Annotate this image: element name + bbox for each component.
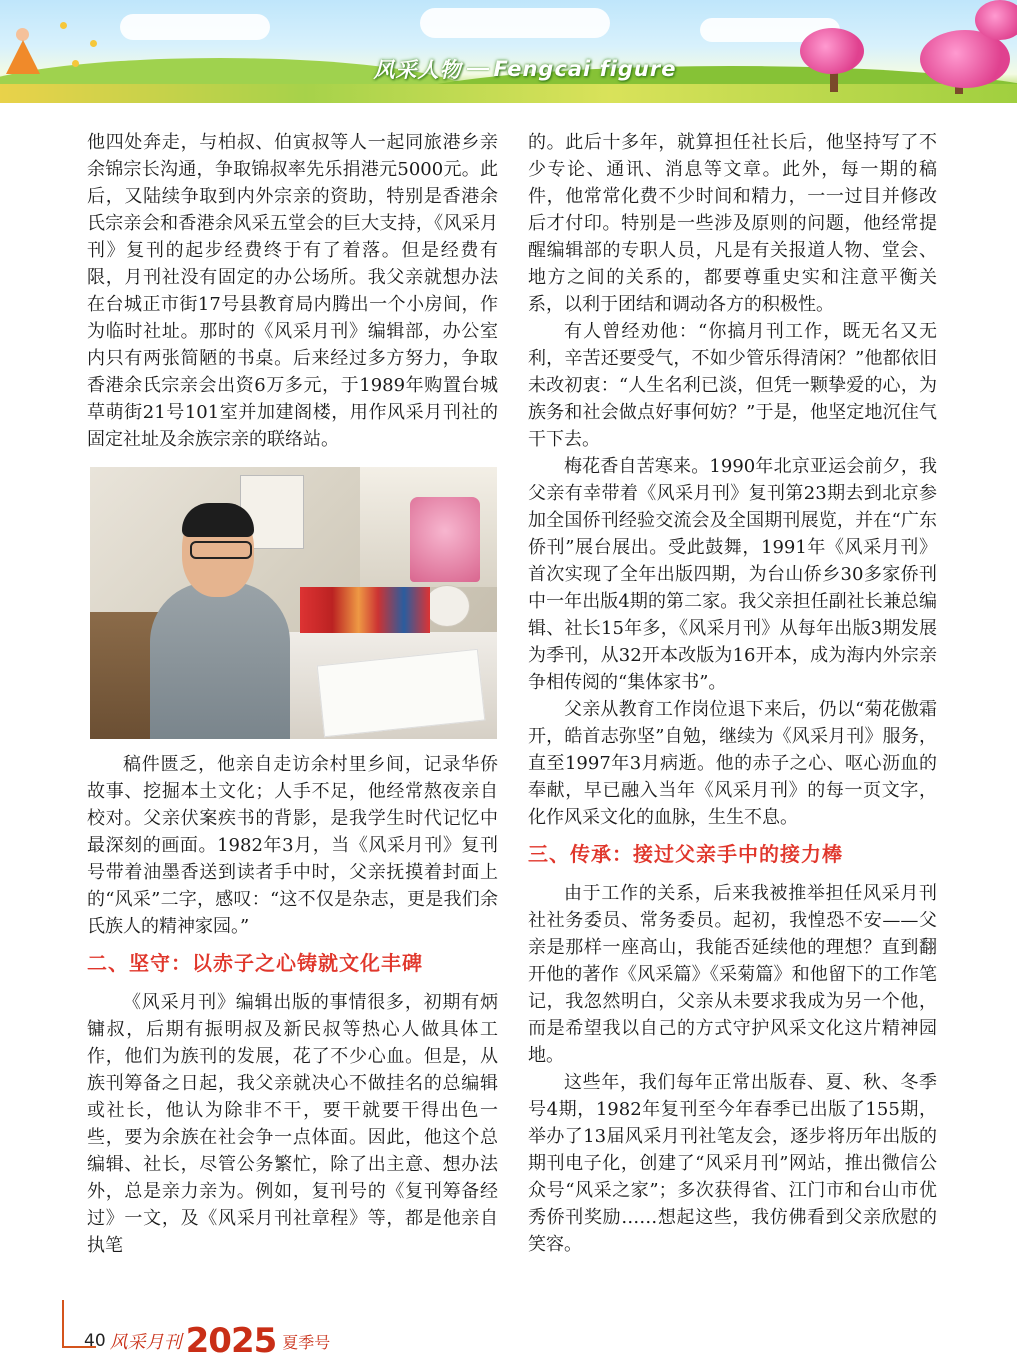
section-heading: 三、传承：接过父亲手中的接力棒 bbox=[528, 842, 843, 866]
flower-icon bbox=[90, 40, 97, 47]
left-column bbox=[87, 129, 498, 1259]
pink-tree-icon bbox=[800, 28, 864, 74]
article-paragraph: 稿件匮乏，他亲自走访余村里乡间，记录华侨故事、挖掘本土文化；人手不足，他经常熬夜亲自校对。父亲伏案疾书的背影，是我学生时代记忆中最深刻的画面。1982年3月，当《风采月刊》复刊号带着油墨香送到读者手中时，父亲抚摸着封面上的“风采”二字，感叹：“这不仅是杂志，更是我们余氏族人的精神家园。” bbox=[87, 754, 498, 937]
flower-icon bbox=[72, 60, 79, 67]
issue-season: 夏季号 bbox=[282, 1332, 331, 1352]
article-paragraph: 父亲从教育工作岗位退下来后，仍以“菊花傲霜开，皓首志弥坚”自勉，继续为《风采月刊》服务，直至1997年3月病逝。他的赤子之心、呕心沥血的奉献，早已融入当年《风采月刊》的每一页文字，化作风采文化的血脉，生生不息。 bbox=[528, 699, 937, 828]
photo-person-glasses bbox=[190, 541, 252, 559]
photo-person-body bbox=[150, 582, 290, 739]
article-paragraph: 有人曾经劝他：“你搞月刊工作，既无名又无利，辛苦还要受气，不如少管乐得清闲？”他都依旧未改初衷：“人生名利已淡，但凭一颗挚爱的心，为族务和社会做点好事何妨？”于是，他坚定地沉住气干下去。 bbox=[528, 321, 937, 450]
right-column bbox=[528, 129, 937, 1258]
section-title bbox=[360, 54, 690, 84]
photo-lamp-base bbox=[424, 585, 470, 627]
footer-rule-vertical bbox=[62, 1300, 64, 1348]
article-paragraph: 梅花香自苦寒来。1990年北京亚运会前夕，我父亲有幸带着《风采月刊》复刊第23期去到北京参加全国侨刊经验交流会及全国期刊展览，并在“广东侨刊”展台展出。受此鼓舞，1991年《风采月刊》首次实现了全年出版四期，为台山侨乡30多家侨刊中一年出版4期的第二家。我父亲担任副社长兼总编辑、社长15年多，《风采月刊》从每年出版3期发展为季刊，从32开本改版为16开本，成为海内外宗亲争相传阅的“集体家书”。 bbox=[528, 456, 937, 693]
flower-field bbox=[0, 84, 1017, 103]
article-paragraph: 由于工作的关系，后来我被推举担任风采月刊社社务委员、常务委员。起初，我惶恐不安——父亲是那样一座高山，我能否延续他的理想？直到翻开他的著作《风采篇》《采菊篇》和他留下的工作笔记，我忽然明白，父亲从未要求我成为另一个他，而是希望我以自己的方式守护风采文化这片精神园地。 bbox=[528, 883, 937, 1066]
flower-icon bbox=[60, 22, 67, 29]
article-paragraph: 的。此后十多年，就算担任社长后，他坚持写了不少专论、通讯、消息等文章。此外，每一期的稿件，他常常化费不少时间和精力，一一过目并修改后才付印。特别是一些涉及原则的问题，他经常提醒编辑部的专职人员，凡是有关报道人物、堂会、地方之间的关系的，都要尊重史实和注意平衡关系，以利于团结和调动各方的积极性。 bbox=[528, 132, 937, 315]
pink-tree-icon bbox=[975, 0, 1017, 40]
girl-figure-icon bbox=[6, 40, 40, 74]
cloud-shape bbox=[420, 8, 610, 38]
photo-books bbox=[300, 587, 430, 633]
cloud-shape bbox=[120, 14, 270, 40]
section-title-en: Fengcai figure bbox=[493, 57, 677, 81]
header-banner bbox=[0, 0, 1017, 103]
title-dash bbox=[467, 68, 489, 70]
article-photo bbox=[90, 467, 497, 739]
photo-person-hair bbox=[182, 503, 254, 537]
page-footer bbox=[84, 1321, 330, 1361]
article-paragraph: 他四处奔走，与柏叔、伯寅叔等人一起同旅港乡亲余锦宗长沟通，争取锦叔率先乐捐港元5000元。此后，又陆续争取到内外宗亲的资助，特别是香港余氏宗亲会和香港余风采五堂会的巨大支持，《风采月刊》复刊的起步经费终于有了着落。但是经费有限，月刊社没有固定的办公场所。我父亲就想办法在台城正市街17号县教育局内腾出一个小房间，作为临时社址。那时的《风采月刊》编辑部，办公室内只有两张简陋的书桌。后来经过多方努力，争取香港余氏宗亲会出资6万多元，于1989年购置台城草萌街21号101室并加建阁楼，用作风采月刊社的固定社址及余族宗亲的联络站。 bbox=[87, 132, 498, 450]
magazine-name: 风采月刊 bbox=[109, 1332, 182, 1353]
page-number: 40 bbox=[84, 1331, 106, 1351]
section-title-cn: 风采人物 bbox=[373, 58, 462, 82]
photo-lamp bbox=[410, 497, 480, 582]
article-paragraph: 这些年，我们每年正常出版春、夏、秋、冬季号4期，1982年复刊至今年春季已出版了155期，举办了13届风采月刊社笔友会，逐步将历年出版的期刊电子化，创建了“风采月刊”网站，推出微信公众号“风采之家”；多次获得省、江门市和台山市优秀侨刊奖励……想起这些，我仿佛看到父亲欣慰的笑容。 bbox=[528, 1072, 937, 1255]
section-heading: 二、坚守：以赤子之心铸就文化丰碑 bbox=[87, 951, 423, 975]
issue-year: 2025 bbox=[185, 1321, 277, 1361]
girl-figure-icon bbox=[16, 28, 29, 41]
article-paragraph: 《风采月刊》编辑出版的事情很多，初期有炳镛叔，后期有振明叔及新民叔等热心人做具体工作，他们为族刊的发展，花了不少心血。但是，从族刊筹备之日起，我父亲就决心不做挂名的总编辑或社长，他认为除非不干，要干就要干得出色一些，要为余族在社会争一点体面。因此，他这个总编辑、社长，尽管公务繁忙，除了出主意、想办法外，总是亲力亲为。例如，复刊号的《复刊筹备经过》一文，及《风采月刊社章程》等，都是他亲自执笔 bbox=[87, 992, 498, 1256]
